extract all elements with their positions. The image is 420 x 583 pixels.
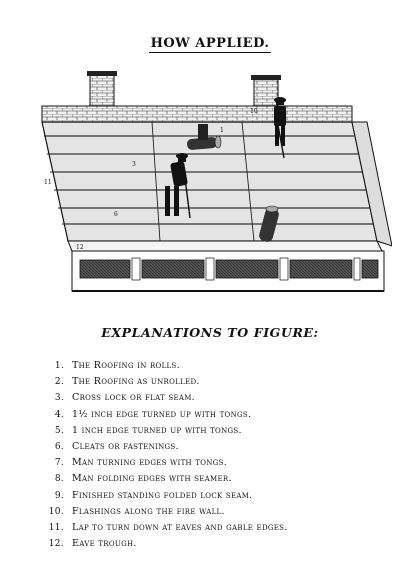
item-number: 2.: [54, 377, 64, 388]
figure-label: 11: [44, 179, 52, 186]
item-text: Eave trough.: [72, 538, 137, 550]
list-item: [40, 390, 400, 406]
item-text: Man folding edges with seamer.: [72, 473, 232, 485]
item-text: The Roofing in rolls.: [72, 360, 180, 371]
item-text: Flashings along the fire wall.: [72, 505, 225, 517]
list-item: [40, 455, 400, 471]
item-number: 11.: [48, 522, 64, 533]
item-number: 10.: [48, 506, 64, 517]
item-text: Man turning edges with tongs.: [72, 457, 228, 469]
item-text: Lap to turn down at eaves and gable edges.: [72, 521, 288, 533]
page-title: HOW APPLIED.: [150, 36, 270, 51]
roofing-illustration: [32, 66, 392, 316]
item-text: 1½ inch edge turned up with tongs.: [72, 408, 252, 420]
item-number: 1.: [54, 361, 64, 371]
eave-trough: [68, 241, 382, 251]
item-text: Cross lock or flat seam.: [72, 392, 196, 404]
list-item: [40, 439, 400, 455]
list-item: [40, 374, 400, 390]
item-number: 4.: [54, 409, 64, 420]
item-text: 1 inch edge turned up with tongs.: [72, 424, 242, 436]
item-text: Cleats or fastenings.: [72, 440, 179, 452]
list-item: [40, 520, 400, 536]
item-number: 12.: [48, 539, 64, 550]
explanations-list: [40, 358, 400, 552]
list-item: [40, 504, 400, 520]
item-number: 9.: [54, 490, 64, 501]
item-number: 8.: [54, 474, 64, 485]
figure-label: 1: [220, 127, 224, 134]
figure-label: 6: [114, 211, 118, 218]
figure-label: 12: [76, 244, 84, 251]
list-item: [40, 536, 400, 552]
item-text: The Roofing as unrolled.: [72, 376, 200, 388]
item-number: 5.: [54, 425, 64, 436]
list-item: [40, 423, 400, 439]
roofing-roll: [198, 124, 208, 140]
item-number: 7.: [54, 458, 64, 469]
fire-wall: [42, 106, 352, 122]
list-item: [40, 358, 400, 374]
chimney-left: [87, 71, 117, 110]
explanations-heading: EXPLANATIONS TO FIGURE:: [101, 325, 319, 340]
figure-label: 3: [132, 161, 136, 168]
item-text: Finished standing folded lock seam.: [72, 489, 253, 501]
list-item: [40, 471, 400, 487]
item-number: 3.: [54, 393, 64, 404]
list-item: [40, 488, 400, 504]
list-item: [40, 407, 400, 423]
item-number: 6.: [54, 441, 64, 452]
figure-label: 10: [250, 108, 258, 115]
